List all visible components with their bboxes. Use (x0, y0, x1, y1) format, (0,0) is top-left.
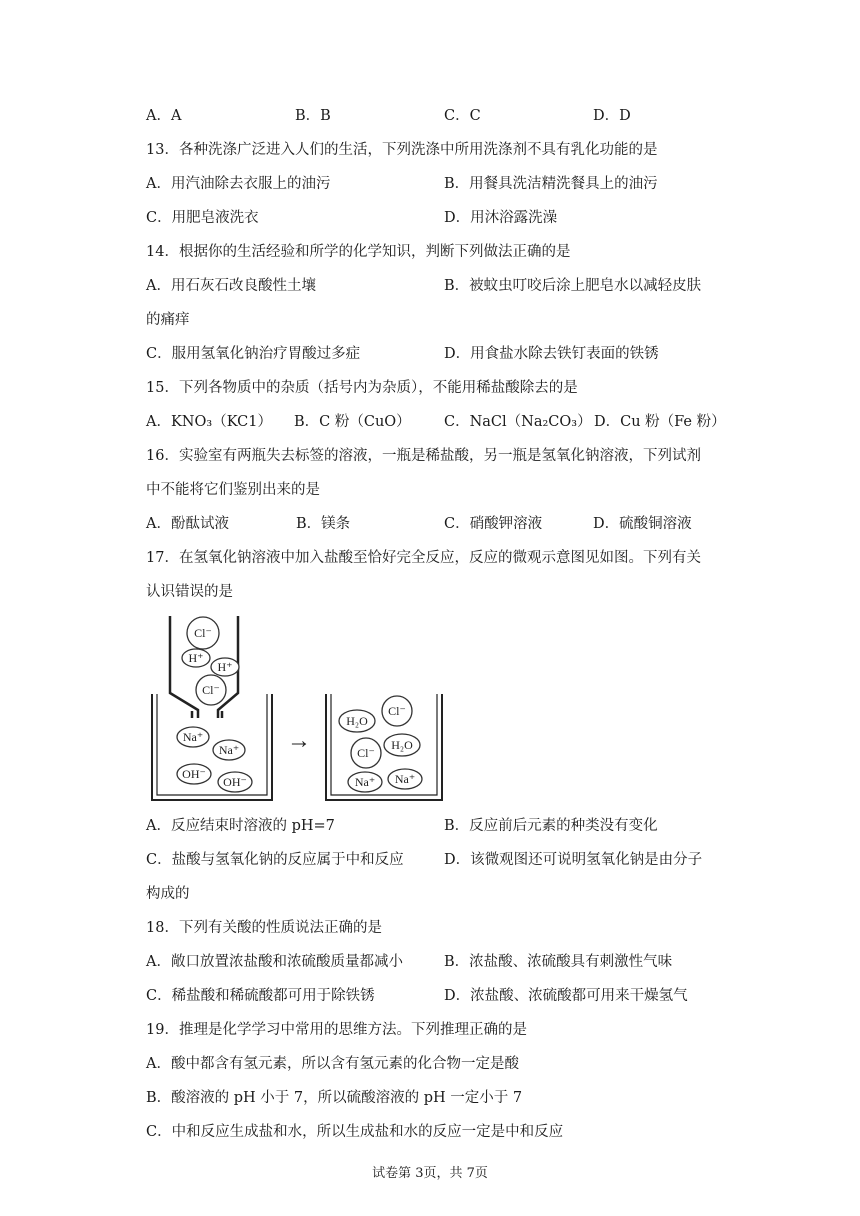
beaker-before (152, 694, 272, 800)
q17-stem-line1: 17．在氢氧化钠溶液中加入盐酸至恰好完全反应，反应的微观示意图见如图。下列有关 (146, 550, 701, 566)
q16-option-d: D．硫酸铜溶液 (593, 516, 692, 532)
label-cl-2: Cl⁻ (202, 683, 220, 697)
label-oh-1: OH⁻ (182, 767, 206, 781)
label-oh-2: OH⁻ (223, 775, 247, 789)
q19-stem: 19．推理是化学学习中常用的思维方法。下列推理正确的是 (146, 1022, 527, 1038)
q17-stem-line2: 认识错误的是 (146, 584, 233, 600)
page-footer: 试卷第 3页，共 7页 (372, 1166, 488, 1181)
q14-option-c: C．服用氢氧化钠治疗胃酸过多症 (146, 346, 361, 362)
q17-option-d-continuation: 构成的 (146, 886, 190, 902)
q19-option-c: C．中和反应生成盐和水，所以生成盐和水的反应一定是中和反应 (146, 1124, 564, 1140)
label-na-3: Na⁺ (354, 775, 376, 789)
q15-option-a: A．KNO₃（KC1） (146, 414, 272, 430)
label-h-1: H⁺ (188, 651, 204, 665)
label-na-2: Na⁺ (218, 743, 240, 757)
q15-option-c: C．NaCl（Na₂CO₃） (444, 414, 592, 430)
label-h-2: H⁺ (217, 660, 233, 674)
label-h2o-2: H₂O (391, 738, 413, 752)
q12-option-a: A．A (146, 108, 182, 124)
q15-stem: 15．下列各物质中的杂质（括号内为杂质），不能用稀盐酸除去的是 (146, 380, 578, 396)
q14-option-a: A．用石灰石改良酸性土壤 (146, 278, 316, 294)
q13-option-a: A．用汽油除去衣服上的油污 (146, 176, 331, 192)
q15-option-d: D．Cu 粉（Fe 粉） (594, 414, 726, 430)
label-cl-4: Cl⁻ (357, 746, 375, 760)
q13-option-b: B．用餐具洗洁精洗餐具上的油污 (444, 176, 658, 192)
q18-option-c: C．稀盐酸和稀硫酸都可用于除铁锈 (146, 988, 375, 1004)
q12-option-d: D．D (593, 108, 631, 124)
q16-option-b: B．镁条 (296, 516, 351, 532)
reaction-arrow: → (287, 728, 311, 754)
q18-stem: 18．下列有关酸的性质说法正确的是 (146, 920, 382, 936)
label-cl-3: Cl⁻ (388, 704, 406, 718)
q17-option-d: D．该微观图还可说明氢氧化钠是由分子 (444, 852, 703, 868)
label-h2o-1: H₂O (346, 714, 368, 728)
q18-option-d: D．浓盐酸、浓硫酸都可用来干燥氢气 (444, 988, 688, 1004)
q13-option-c: C．用肥皂液洗衣 (146, 210, 259, 226)
label-na-1: Na⁺ (182, 730, 204, 744)
q19-option-a: A．酸中都含有氢元素，所以含有氢元素的化合物一定是酸 (146, 1056, 519, 1072)
q16-option-a: A．酚酞试液 (146, 516, 229, 532)
q16-option-c: C．硝酸钾溶液 (444, 516, 543, 532)
q12-option-c: C．C (444, 108, 481, 124)
q17-option-b: B．反应前后元素的种类没有变化 (444, 818, 658, 834)
neutralization-diagram (140, 608, 460, 808)
q18-option-a: A．敞口放置浓盐酸和浓硫酸质量都减小 (146, 954, 403, 970)
q14-stem: 14．根据你的生活经验和所学的化学知识，判断下列做法正确的是 (146, 244, 571, 260)
label-na-4: Na⁺ (394, 772, 416, 786)
q14-option-b: B．被蚊虫叮咬后涂上肥皂水以减轻皮肤 (444, 278, 702, 294)
q13-stem: 13．各种洗涤广泛进入人们的生活，下列洗涤中所用洗涤剂不具有乳化功能的是 (146, 142, 658, 158)
q13-option-d: D．用沐浴露洗澡 (444, 210, 558, 226)
q18-option-b: B．浓盐酸、浓硫酸具有刺激性气味 (444, 954, 673, 970)
q16-stem-line2: 中不能将它们鉴别出来的是 (146, 482, 320, 498)
q19-option-b: B．酸溶液的 pH 小于 7，所以硫酸溶液的 pH 一定小于 7 (146, 1090, 523, 1106)
label-cl-1: Cl⁻ (194, 626, 212, 640)
q14-option-d: D．用食盐水除去铁钉表面的铁锈 (444, 346, 659, 362)
q14-option-b-continuation: 的痛痒 (146, 312, 190, 328)
q17-option-c: C．盐酸与氢氧化钠的反应属于中和反应 (146, 852, 404, 868)
q12-option-b: B．B (295, 108, 331, 124)
q17-option-a: A．反应结束时溶液的 pH=7 (146, 818, 335, 834)
q15-option-b: B．C 粉（CuO） (294, 414, 411, 430)
q16-stem-line1: 16．实验室有两瓶失去标签的溶液，一瓶是稀盐酸，另一瓶是氢氧化钠溶液，下列试剂 (146, 448, 701, 464)
